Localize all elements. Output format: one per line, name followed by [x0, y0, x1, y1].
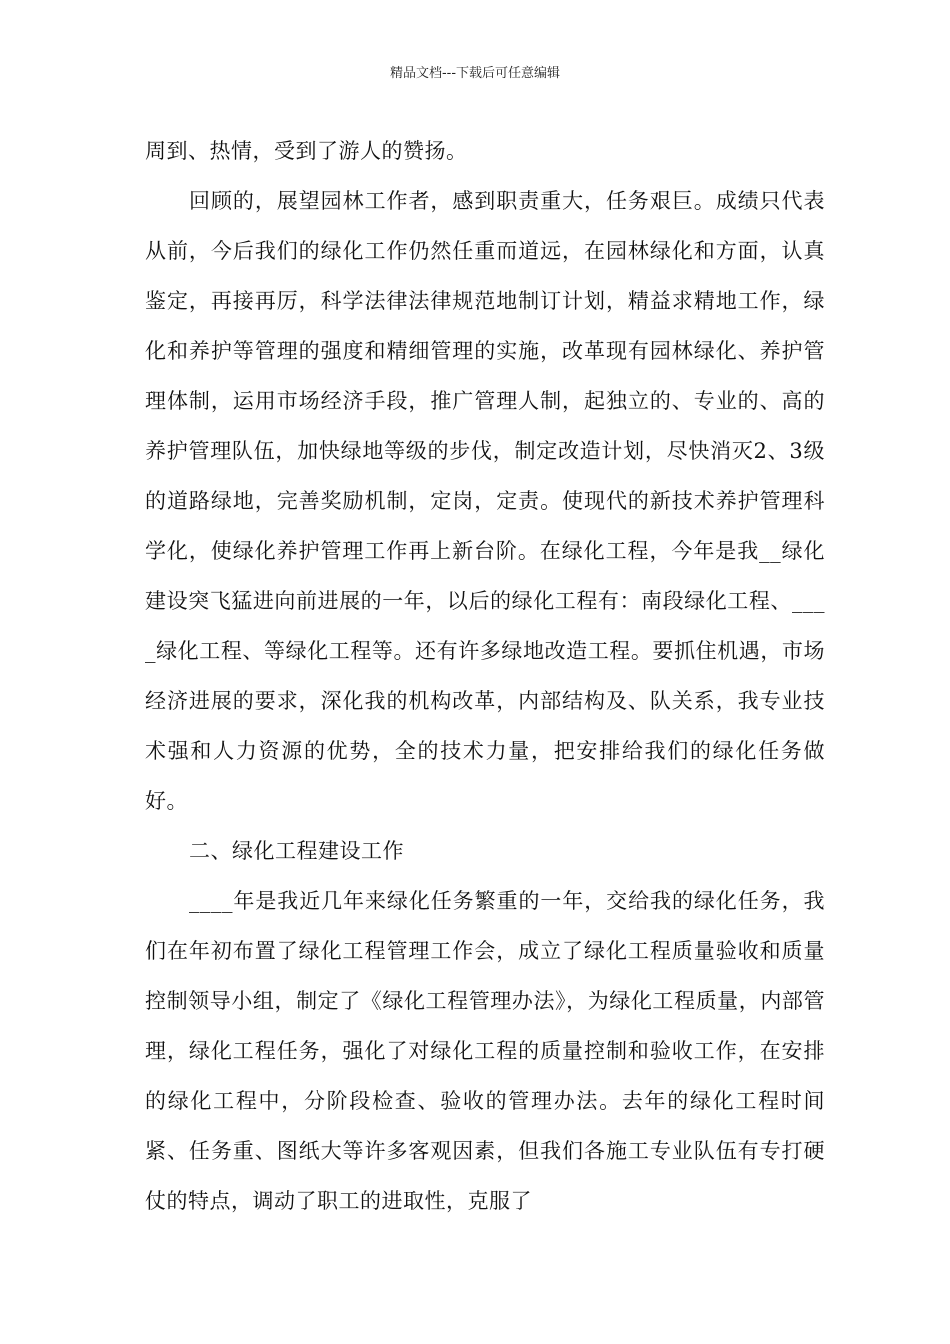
- page-header: 精品文档---下载后可任意编辑: [389, 66, 561, 81]
- document-body: [145, 126, 825, 1226]
- paragraph-1: 周到、热情，受到了游人的赞扬。: [145, 139, 468, 163]
- paragraph-3: ____年是我近几年来绿化任务繁重的一年，交给我的绿化任务，我们在年初布置了绿化工程管理工作会，成立了绿化工程质量验收和质量控制领导小组，制定了《绿化工程管理办法》，为绿化工程质量，内部管理，绿化工程任务，强化了对绿化工程的质量控制和验收工作，在安排的绿化工程中，分阶段检查、验收的管理办法。去年的绿化工程时间紧、任务重、图纸大等许多客观因素，但我们各施工专业队伍有专打硬仗的特点，调动了职工的进取性，克服了: [145, 889, 825, 1213]
- section-heading: 二、绿化工程建设工作: [189, 839, 404, 863]
- paragraph-2: 回顾的，展望园林工作者，感到职责重大，任务艰巨。成绩只代表从前，今后我们的绿化工作仍然任重而道远，在园林绿化和方面，认真鉴定，再接再厉，科学法律法律规范地制订计划，精益求精地工作，绿化和养护等管理的强度和精细管理的实施，改革现有园林绿化、养护管理体制，运用市场经济手段，推广管理人制，起独立的、专业的、高的养护管理队伍，加快绿地等级的步伐，制定改造计划，尽快消灭2、3级的道路绿地，完善奖励机制，定岗，定责。使现代的新技术养护管理科学化，使绿化养护管理工作再上新台阶。在绿化工程，今年是我__绿化建设突飞猛进向前进展的一年，以后的绿化工程有：南段绿化工程、____绿化工程、等绿化工程等。还有许多绿地改造工程。要抓住机遇，市场经济进展的要求，深化我的机构改革，内部结构及、队关系，我专业技术强和人力资源的优势，全的技术力量，把安排给我们的绿化任务做好。: [145, 189, 825, 813]
